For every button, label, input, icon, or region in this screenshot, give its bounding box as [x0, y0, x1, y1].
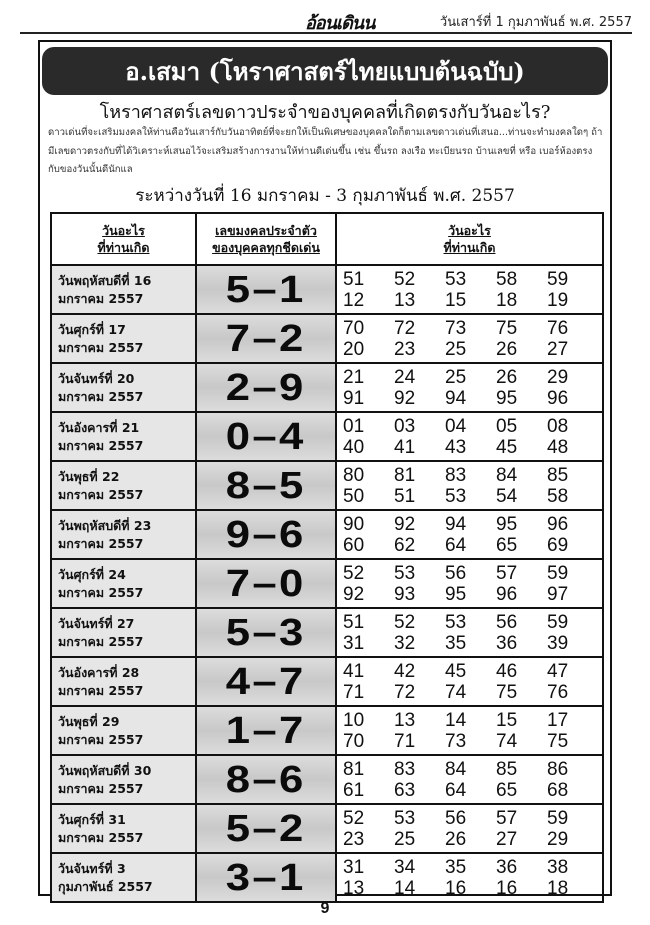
number-row-top	[343, 612, 602, 633]
table-row	[51, 608, 603, 657]
number-value: 56	[445, 562, 467, 584]
birth-day-cell	[51, 804, 196, 853]
number-value: 96	[547, 513, 569, 535]
number-value: 90	[343, 513, 365, 535]
lucky-number: 5–1	[226, 268, 306, 311]
numbers-cell	[336, 657, 603, 706]
numbers-cell	[336, 559, 603, 608]
month-label: มกราคม 2557	[58, 339, 144, 355]
month-label: มกราคม 2557	[58, 486, 144, 502]
number-value: 84	[496, 464, 518, 486]
lucky-number: 7–2	[226, 317, 306, 360]
table-row	[51, 559, 603, 608]
number-value: 13	[394, 289, 416, 311]
day-label: วันพฤหัสบดีที่ 16	[58, 272, 152, 288]
numbers-cell	[336, 265, 603, 314]
number-value: 59	[547, 807, 569, 829]
lucky-number-cell	[196, 265, 336, 314]
number-value: 42	[394, 660, 416, 682]
lucky-number: 3–1	[226, 856, 306, 899]
number-value: 25	[445, 366, 467, 388]
number-value: 85	[547, 464, 569, 486]
number-value: 94	[445, 513, 467, 535]
number-value: 14	[445, 709, 467, 731]
number-value: 52	[394, 611, 416, 633]
number-value: 83	[445, 464, 467, 486]
number-row-bottom	[343, 388, 602, 409]
number-value: 64	[445, 779, 467, 801]
number-value: 03	[394, 415, 416, 437]
number-value: 47	[547, 660, 569, 682]
number-value: 59	[547, 268, 569, 290]
number-value: 52	[343, 562, 365, 584]
day-label: วันพุธที่ 29	[58, 713, 120, 729]
number-row-top	[343, 563, 602, 584]
number-value: 93	[394, 583, 416, 605]
number-value: 94	[445, 387, 467, 409]
number-value: 36	[496, 856, 518, 878]
day-label: วันจันทร์ที่ 20	[58, 370, 135, 386]
number-value: 76	[547, 317, 569, 339]
number-value: 63	[394, 779, 416, 801]
number-row-bottom	[343, 829, 602, 850]
number-value: 01	[343, 415, 365, 437]
lucky-number-cell	[196, 853, 336, 902]
number-value: 53	[394, 562, 416, 584]
month-label: มกราคม 2557	[58, 780, 144, 796]
number-value: 96	[496, 583, 518, 605]
number-row-bottom	[343, 339, 602, 360]
number-value: 61	[343, 779, 365, 801]
publication-logo: อ้อนเดินน	[305, 13, 375, 34]
number-row-bottom	[343, 584, 602, 605]
number-value: 74	[496, 730, 518, 752]
number-row-bottom	[343, 535, 602, 556]
number-value: 58	[547, 485, 569, 507]
number-value: 05	[496, 415, 518, 437]
number-value: 15	[445, 289, 467, 311]
number-value: 75	[496, 681, 518, 703]
number-value: 15	[496, 709, 518, 731]
number-value: 16	[496, 877, 518, 899]
birth-day-cell	[51, 608, 196, 657]
lucky-number: 0–4	[226, 415, 306, 458]
number-value: 26	[496, 366, 518, 388]
number-value: 58	[496, 268, 518, 290]
lucky-number-cell	[196, 412, 336, 461]
number-value: 51	[343, 611, 365, 633]
number-value: 25	[445, 338, 467, 360]
number-value: 35	[445, 632, 467, 654]
day-label: วันพุธที่ 22	[58, 468, 120, 484]
number-row-top	[343, 661, 602, 682]
number-value: 57	[496, 562, 518, 584]
numbers-cell	[336, 804, 603, 853]
number-value: 32	[394, 632, 416, 654]
number-value: 92	[343, 583, 365, 605]
table-header-row	[51, 213, 603, 265]
number-value: 13	[394, 709, 416, 731]
number-value: 25	[394, 828, 416, 850]
number-row-bottom	[343, 780, 602, 801]
lucky-number-cell	[196, 559, 336, 608]
number-value: 39	[547, 632, 569, 654]
table-row	[51, 804, 603, 853]
birth-day-cell	[51, 559, 196, 608]
month-label: มกราคม 2557	[58, 682, 144, 698]
month-label: มกราคม 2557	[58, 731, 144, 747]
number-value: 08	[547, 415, 569, 437]
number-value: 75	[496, 317, 518, 339]
lucky-number-cell	[196, 314, 336, 363]
lucky-number: 8–5	[226, 464, 306, 507]
number-value: 62	[394, 534, 416, 556]
number-value: 19	[547, 289, 569, 311]
table-row	[51, 363, 603, 412]
table-row	[51, 265, 603, 314]
number-value: 65	[496, 779, 518, 801]
number-value: 52	[343, 807, 365, 829]
lucky-number: 5–3	[226, 611, 306, 654]
masthead	[20, 6, 632, 34]
number-value: 46	[496, 660, 518, 682]
number-value: 91	[343, 387, 365, 409]
number-value: 72	[394, 681, 416, 703]
numbers-cell	[336, 608, 603, 657]
number-row-top	[343, 318, 602, 339]
date-period: ระหว่างวันที่ 16 มกราคม - 3 กุมภาพันธ์ พ.ศ. 2557	[135, 186, 515, 206]
number-value: 53	[445, 268, 467, 290]
number-value: 23	[343, 828, 365, 850]
number-value: 81	[343, 758, 365, 780]
month-label: กุมภาพันธ์ 2557	[58, 878, 153, 894]
number-value: 65	[496, 534, 518, 556]
lucky-number-cell	[196, 706, 336, 755]
lucky-number: 4–7	[226, 660, 306, 703]
article-title: อ.เสมา (โหราศาสตร์ไทยแบบต้นฉบับ)	[42, 47, 608, 95]
number-row-top	[343, 857, 602, 878]
day-label: วันอังคารที่ 28	[58, 664, 140, 680]
number-row-top	[343, 367, 602, 388]
number-row-top	[343, 514, 602, 535]
lucky-number-cell	[196, 657, 336, 706]
table-row	[51, 706, 603, 755]
birth-day-cell	[51, 265, 196, 314]
month-label: มกราคม 2557	[58, 437, 144, 453]
number-value: 51	[343, 268, 365, 290]
header-lucky: เลขมงคลประจำตัว ของบุคคลทุกชีดเด่น	[196, 213, 336, 265]
number-value: 80	[343, 464, 365, 486]
number-value: 31	[343, 856, 365, 878]
number-value: 86	[547, 758, 569, 780]
number-value: 16	[445, 877, 467, 899]
number-value: 34	[394, 856, 416, 878]
number-value: 97	[547, 583, 569, 605]
birth-day-cell	[51, 412, 196, 461]
number-value: 21	[343, 366, 365, 388]
number-value: 29	[547, 366, 569, 388]
number-value: 72	[394, 317, 416, 339]
number-value: 48	[547, 436, 569, 458]
month-label: มกราคม 2557	[58, 829, 144, 845]
day-label: วันศุกร์ที่ 31	[58, 811, 126, 827]
header-day: วันอะไร ที่ท่านเกิด	[51, 213, 196, 265]
lucky-number: 5–2	[226, 807, 306, 850]
numbers-cell	[336, 363, 603, 412]
birth-day-cell	[51, 706, 196, 755]
issue-date: วันเสาร์ที่ 1 กุมภาพันธ์ พ.ศ. 2557	[439, 15, 632, 30]
page-number: 9	[320, 900, 330, 917]
number-value: 13	[343, 877, 365, 899]
day-label: วันศุกร์ที่ 17	[58, 321, 126, 337]
month-label: มกราคม 2557	[58, 633, 144, 649]
number-value: 51	[394, 485, 416, 507]
number-value: 69	[547, 534, 569, 556]
number-value: 24	[394, 366, 416, 388]
day-label: วันพฤหัสบดีที่ 30	[58, 762, 152, 778]
number-value: 26	[445, 828, 467, 850]
lucky-number-cell	[196, 608, 336, 657]
number-value: 12	[343, 289, 365, 311]
table-row	[51, 510, 603, 559]
header-numbers: วันอะไร ที่ท่านเกิด	[336, 213, 603, 265]
numbers-cell	[336, 412, 603, 461]
number-value: 18	[547, 877, 569, 899]
lucky-number: 9–6	[226, 513, 306, 556]
number-value: 10	[343, 709, 365, 731]
day-label: วันพฤหัสบดีที่ 23	[58, 517, 152, 533]
number-value: 53	[445, 485, 467, 507]
number-value: 71	[343, 681, 365, 703]
number-value: 73	[445, 317, 467, 339]
lucky-number-cell	[196, 461, 336, 510]
day-label: วันจันทร์ที่ 27	[58, 615, 135, 631]
number-value: 81	[394, 464, 416, 486]
numbers-cell	[336, 510, 603, 559]
table-row	[51, 755, 603, 804]
number-value: 29	[547, 828, 569, 850]
number-value: 20	[343, 338, 365, 360]
number-value: 68	[547, 779, 569, 801]
table-row	[51, 853, 603, 902]
number-value: 45	[496, 436, 518, 458]
number-value: 41	[343, 660, 365, 682]
number-value: 92	[394, 513, 416, 535]
lucky-number-cell	[196, 510, 336, 559]
birth-day-cell	[51, 853, 196, 902]
day-label: วันศุกร์ที่ 24	[58, 566, 126, 582]
numbers-cell	[336, 461, 603, 510]
number-value: 95	[496, 513, 518, 535]
number-value: 53	[445, 611, 467, 633]
number-value: 96	[547, 387, 569, 409]
number-row-bottom	[343, 437, 602, 458]
number-value: 92	[394, 387, 416, 409]
table-row	[51, 314, 603, 363]
lucky-number-cell	[196, 804, 336, 853]
number-value: 41	[394, 436, 416, 458]
lucky-number: 1–7	[226, 709, 306, 752]
number-row-bottom	[343, 633, 602, 654]
number-value: 40	[343, 436, 365, 458]
number-value: 76	[547, 681, 569, 703]
number-value: 56	[445, 807, 467, 829]
number-value: 54	[496, 485, 518, 507]
number-value: 73	[445, 730, 467, 752]
lucky-number: 8–6	[226, 758, 306, 801]
number-value: 71	[394, 730, 416, 752]
number-value: 26	[496, 338, 518, 360]
number-value: 83	[394, 758, 416, 780]
month-label: มกราคม 2557	[58, 584, 144, 600]
number-value: 74	[445, 681, 467, 703]
lucky-number-cell	[196, 755, 336, 804]
number-value: 35	[445, 856, 467, 878]
number-row-top	[343, 759, 602, 780]
numbers-cell	[336, 853, 603, 902]
number-value: 36	[496, 632, 518, 654]
month-label: มกราคม 2557	[58, 535, 144, 551]
number-row-bottom	[343, 731, 602, 752]
number-row-top	[343, 465, 602, 486]
number-value: 60	[343, 534, 365, 556]
number-value: 59	[547, 562, 569, 584]
number-value: 57	[496, 807, 518, 829]
number-value: 23	[394, 338, 416, 360]
number-row-top	[343, 710, 602, 731]
table-row	[51, 412, 603, 461]
number-value: 31	[343, 632, 365, 654]
birth-day-cell	[51, 510, 196, 559]
intro-paragraph: ดาวเด่นที่จะเสริมมงคลให้ท่านคือวันเสาร์กับวันอาทิตย์ที่จะยกให้เป็นพิเศษของบุคคลใดก็ตามเลขดาวเด่นที่เสนอ...ท่านจะทำมงคลใดๆ ถ้ามีเลขดาวตรงกับที่ได้วิเคราะห์เสนอไว้จะเสริมสร้างการงานให้ท่านดีเด่นขึ้น เช่น ขึ้นรถ ลงเรือ ทะเบียนรถ บ้านเลขที่ หรือ เบอร์ห้องตรงกับของวันนั้นดีนักแล	[48, 127, 603, 175]
number-value: 53	[394, 807, 416, 829]
month-label: มกราคม 2557	[58, 388, 144, 404]
birth-day-cell	[51, 363, 196, 412]
number-value: 59	[547, 611, 569, 633]
number-value: 85	[496, 758, 518, 780]
day-label: วันจันทร์ที่ 3	[58, 860, 126, 876]
number-row-top	[343, 808, 602, 829]
number-value: 95	[445, 583, 467, 605]
birth-day-cell	[51, 657, 196, 706]
number-value: 27	[496, 828, 518, 850]
lucky-number-table	[50, 212, 604, 903]
lucky-number: 7–0	[226, 562, 306, 605]
number-row-bottom	[343, 878, 602, 899]
number-row-bottom	[343, 486, 602, 507]
number-value: 27	[547, 338, 569, 360]
number-value: 43	[445, 436, 467, 458]
number-value: 14	[394, 877, 416, 899]
number-row-bottom	[343, 682, 602, 703]
number-value: 70	[343, 317, 365, 339]
number-value: 75	[547, 730, 569, 752]
number-value: 17	[547, 709, 569, 731]
number-value: 64	[445, 534, 467, 556]
numbers-cell	[336, 314, 603, 363]
article-subtitle: โหราศาสตร์เลขดาวประจำของบุคคลที่เกิดตรงกับวันอะไร?	[99, 102, 551, 123]
number-value: 70	[343, 730, 365, 752]
birth-day-cell	[51, 755, 196, 804]
day-label: วันอังคารที่ 21	[58, 419, 140, 435]
birth-day-cell	[51, 461, 196, 510]
number-value: 45	[445, 660, 467, 682]
number-value: 04	[445, 415, 467, 437]
birth-day-cell	[51, 314, 196, 363]
lucky-number: 2–9	[226, 366, 306, 409]
numbers-cell	[336, 706, 603, 755]
table-row	[51, 657, 603, 706]
number-value: 56	[496, 611, 518, 633]
month-label: มกราคม 2557	[58, 290, 144, 306]
number-value: 18	[496, 289, 518, 311]
numbers-cell	[336, 755, 603, 804]
number-value: 84	[445, 758, 467, 780]
lucky-number-cell	[196, 363, 336, 412]
number-value: 95	[496, 387, 518, 409]
number-row-top	[343, 269, 602, 290]
number-value: 52	[394, 268, 416, 290]
number-value: 38	[547, 856, 569, 878]
number-value: 50	[343, 485, 365, 507]
number-row-bottom	[343, 290, 602, 311]
number-row-top	[343, 416, 602, 437]
table-row	[51, 461, 603, 510]
